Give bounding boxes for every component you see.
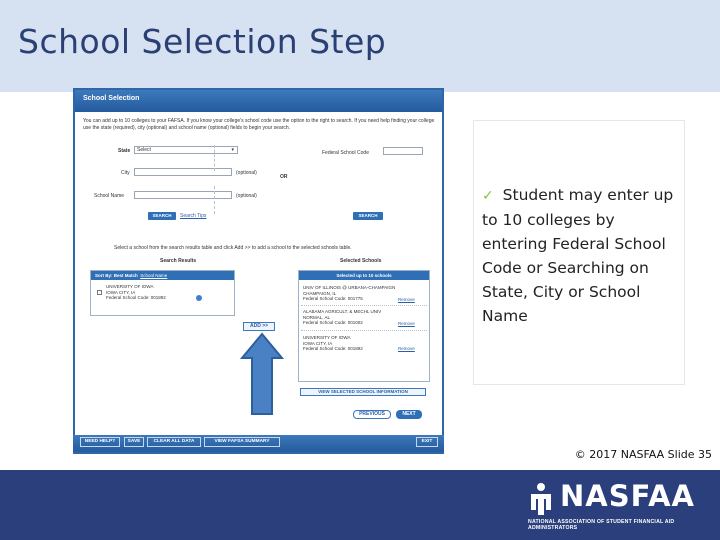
result-checkbox[interactable]: [97, 290, 102, 295]
up-arrow-icon: [240, 332, 284, 416]
selected-item: [303, 335, 363, 352]
selected-item-city: CHAMPAIGN, IL: [303, 290, 337, 296]
search-results-heading: Search Results: [160, 258, 197, 264]
city-optional-label: (optional): [236, 170, 257, 176]
result-name: UNIVERSITY OF IOWA: [106, 284, 154, 289]
nasfaa-logo-tagline: NATIONAL ASSOCIATION OF STUDENT FINANCIAL AID ADMINISTRATORS: [528, 519, 675, 531]
select-instruction-text: Select a school from the search results table and click Add >> to add a school to the selected schools table.: [114, 245, 352, 251]
exit-button[interactable]: EXIT: [416, 437, 438, 447]
selected-item-code: Federal School Code: 001002: [303, 320, 363, 325]
slide-number: © 2017 NASFAA Slide 35: [574, 448, 712, 461]
selected-item-name: ALABAMA AGRICULT. & MECHL UNIV: [303, 309, 382, 314]
selected-item: [303, 285, 395, 302]
selected-item-name: UNIV OF ILLINOIS @ URBANA-CHAMPAIGN: [303, 285, 396, 290]
screenshot-header: [75, 90, 442, 112]
selected-item-code: Federal School Code: 001775: [303, 296, 363, 301]
view-selected-school-button[interactable]: VIEW SELECTED SCHOOL INFORMATION: [300, 388, 426, 396]
list-divider: [301, 305, 427, 306]
state-select[interactable]: [134, 146, 238, 154]
selected-item-name: UNIVERSITY OF IOWA: [303, 335, 351, 340]
check-icon: ✓: [482, 188, 494, 204]
need-help-button[interactable]: NEED HELP?: [80, 437, 120, 447]
sort-school-name-link[interactable]: School Name: [140, 273, 168, 278]
remove-link[interactable]: Remove: [398, 321, 415, 326]
divider-top: [214, 145, 215, 171]
school-name-optional-label: (optional): [236, 193, 257, 199]
selected-list-header: Selected up to 10 schools: [299, 271, 429, 280]
search-button-left[interactable]: SEARCH: [148, 212, 176, 220]
list-divider: [301, 330, 427, 331]
nasfaa-logo-icon: [527, 482, 555, 516]
school-name-input[interactable]: [134, 191, 232, 199]
remove-link[interactable]: Remove: [398, 297, 415, 302]
city-label: City: [121, 170, 130, 176]
sort-label: Sort By: Best Match: [95, 273, 138, 278]
or-label: OR: [280, 174, 288, 180]
nasfaa-logo-wordmark: NASFAA: [560, 479, 695, 513]
result-code: Federal School Code: 001892: [106, 295, 166, 300]
add-button[interactable]: ADD >>: [243, 322, 275, 331]
selected-item-code: Federal School Code: 001892: [303, 346, 363, 351]
divider-bottom: [214, 186, 215, 214]
screenshot-header-title: School Selection: [83, 95, 140, 102]
note-box: [473, 120, 685, 385]
selected-item-city: NORMAL, AL: [303, 314, 331, 320]
selected-item-city: IOWA CITY, IA: [303, 340, 333, 346]
next-button[interactable]: NEXT: [396, 410, 422, 419]
instructions-text: You can add up to 10 colleges to your FAFSA. If you know your college's school code use the option to the right to search. If you need help finding your college use the state (required), city (optional) and school name (optional) fields to begin your search.: [83, 118, 435, 131]
note-text: Student may enter up to 10 colleges by entering Federal School Code or Searching on State, City or School Name: [482, 186, 674, 325]
save-button[interactable]: SAVE: [124, 437, 144, 447]
search-tips-link[interactable]: Search Tips: [180, 213, 207, 219]
search-button-right[interactable]: SEARCH: [353, 212, 383, 220]
slide-title: School Selection Step: [18, 22, 387, 61]
chevron-down-icon: ▾: [231, 147, 234, 153]
view-fafsa-summary-button[interactable]: VIEW FAFSA SUMMARY: [204, 437, 280, 447]
result-item[interactable]: [106, 284, 166, 301]
selected-item: [303, 309, 381, 326]
previous-button[interactable]: PREVIOUS: [353, 410, 391, 419]
state-select-value: Select: [137, 147, 151, 153]
sort-bar: [91, 271, 234, 280]
school-name-label: School Name: [94, 193, 125, 199]
federal-code-label: Federal School Code: [322, 150, 369, 156]
clear-all-data-button[interactable]: CLEAR ALL DATA: [147, 437, 201, 447]
remove-link[interactable]: Remove: [398, 346, 415, 351]
federal-code-input[interactable]: [383, 147, 423, 155]
state-label: State: [118, 148, 131, 154]
info-icon[interactable]: [196, 295, 202, 301]
result-city: IOWA CITY, IA: [106, 289, 136, 295]
city-input[interactable]: [134, 168, 232, 176]
selected-schools-heading: Selected Schools: [340, 258, 382, 264]
